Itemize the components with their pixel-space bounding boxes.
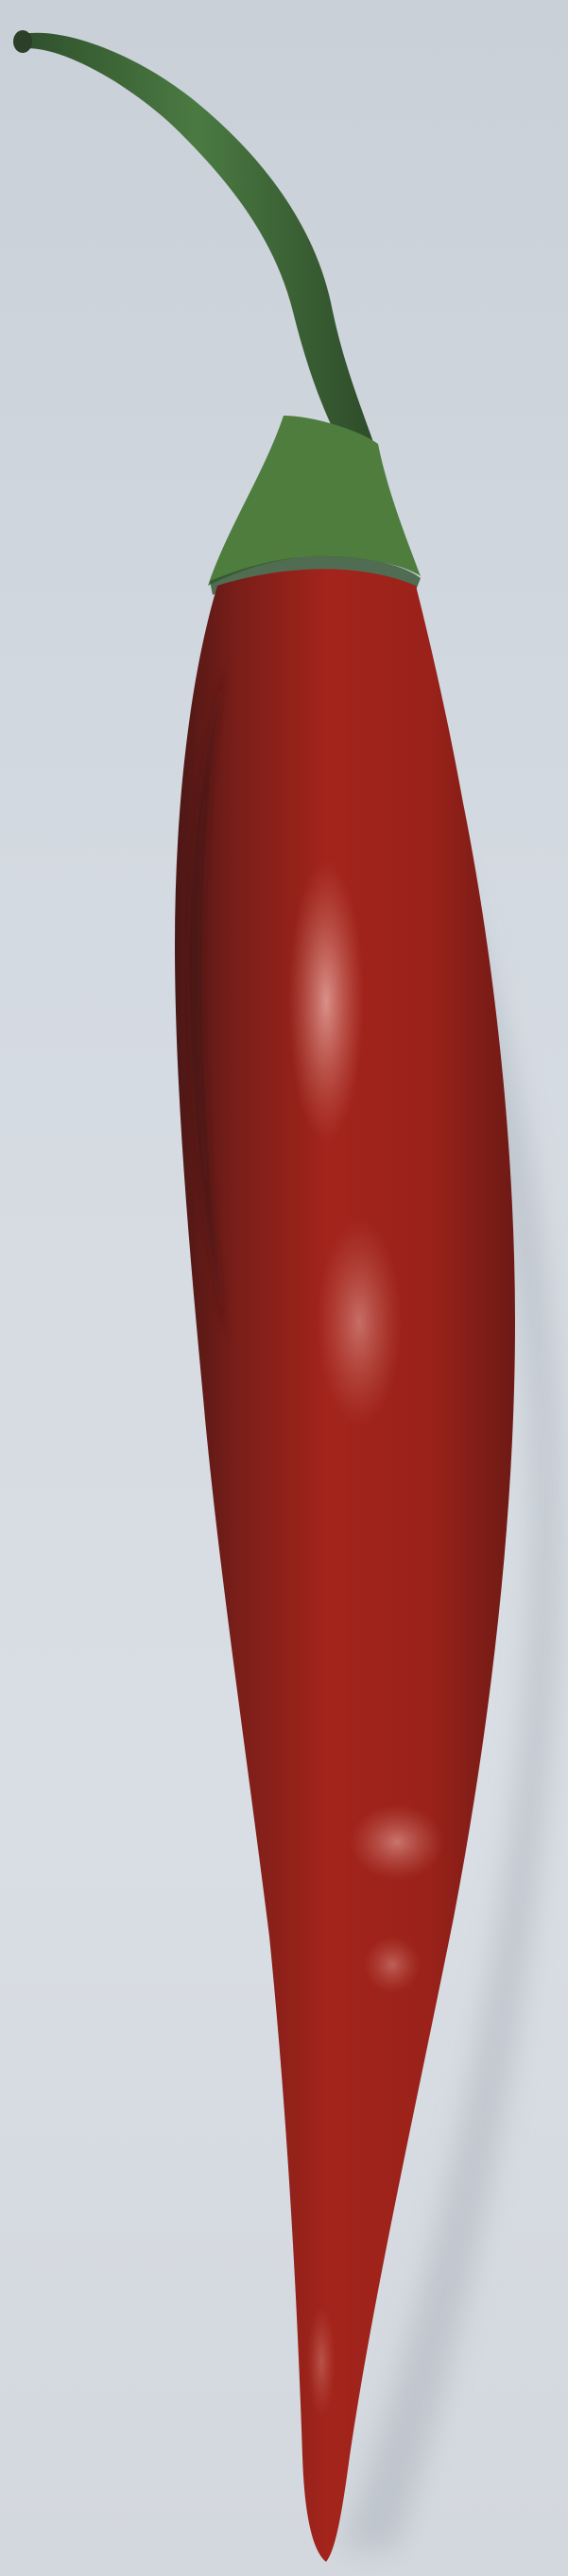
highlight-tip <box>307 2305 336 2418</box>
highlight-mid <box>317 1219 402 1426</box>
stem <box>21 33 373 444</box>
highlight-bottom <box>364 1936 421 1993</box>
highlight-upper <box>288 860 364 1143</box>
highlight-lower <box>350 1804 444 1880</box>
stem-tip <box>13 30 32 53</box>
